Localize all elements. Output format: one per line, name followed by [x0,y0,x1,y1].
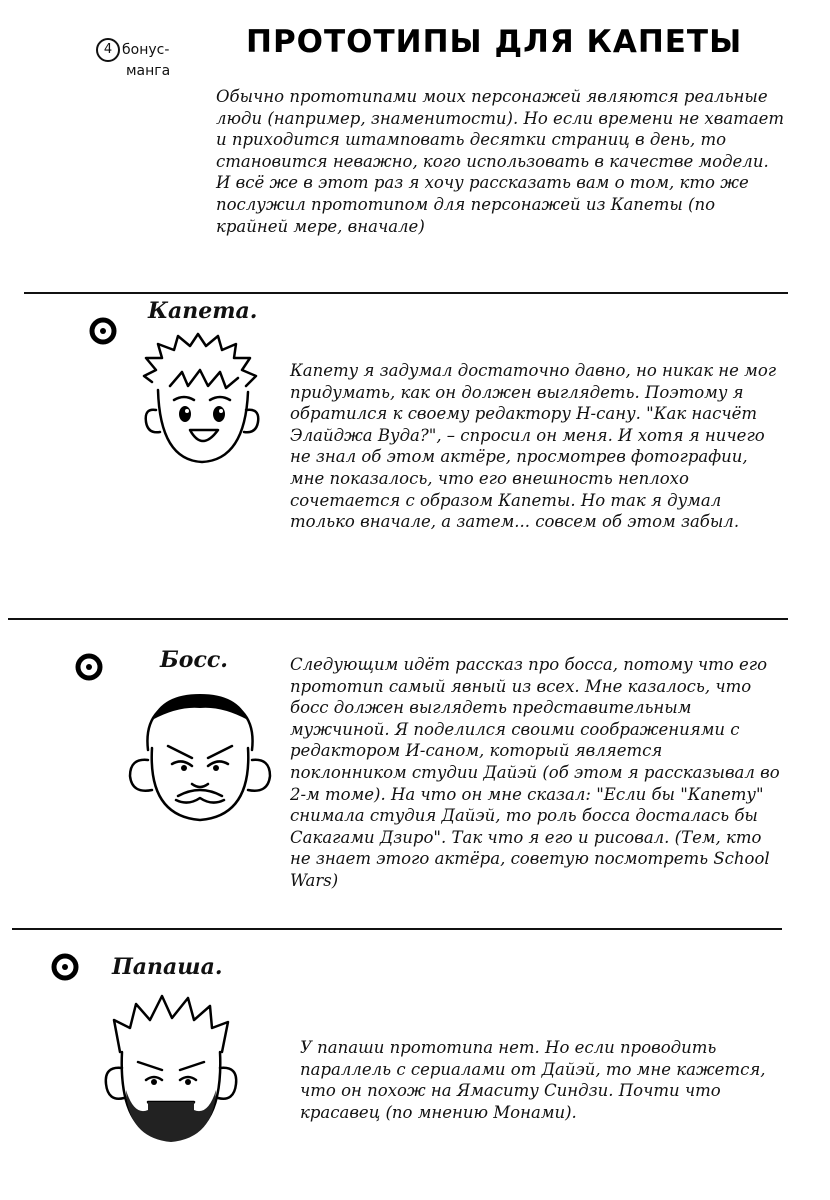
section-heading-papasha: Папаша. [112,954,223,980]
divider-2 [8,618,788,620]
papasha-face-icon [96,990,246,1150]
bullet-icon [74,652,104,682]
section-text-papasha: У папаши прототипа нет. Но если проводить параллель с сериалами от Дайэй, то мне кажется, что он похож на Ямаситу Синдзи. Почти что красавец (по мнению Монами). [300,1038,766,1122]
section-heading-boss: Босс. [160,647,228,673]
boss-face-icon [122,680,278,830]
intro-paragraph: Обычно прототипами моих персонажей являются реальные люди (например, знаменитости). Но если времени не хватает и приходится штамповать десятки страниц в день, то становится неважно, кого использовать в качестве модели. И всё же в этот раз я хочу рассказать вам о том, кто же послужил прототипом для персонажей из Капеты (по крайней мере, вначале) [216,87,785,236]
section-text-boss: Следующим идёт рассказ про босса, потому что его прототип самый явный из всех. Мне казалось, что босс должен выглядеть представительным мужчиной. Я поделился своими соображениями с редактором И-саном, который является поклонником студии Дайэй (об этом я рассказывал во 2-м томе). На что он мне сказал: "Если бы "Капету" снимала студия Дайэй, то роль босса досталась бы Сакагами Дзиро". Так что я его и рисовал. (Тем, кто не знает этого актёра, советую посмотреть School Wars) [290,655,780,890]
section-heading-kapeta: Капета. [148,298,258,324]
chapter-number: 4 [96,38,120,62]
page-title: ПРОТОТИПЫ ДЛЯ КАПЕТЫ [246,24,743,60]
kapeta-face-icon [130,330,270,470]
tag-line-2: манга [126,63,171,79]
bullet-icon [50,952,80,982]
divider-3 [12,928,782,930]
tag-line-1: бонус- [122,42,170,58]
section-text-kapeta: Капету я задумал достаточно давно, но никак не мог придумать, как он должен выглядеть. Поэтому я обратился к своему редактору Н-сану. "Как насчёт Элайджа Вуда?", – спросил он меня. И хотя я ничего не знал об этом актёре, просмотрев фотографии, мне показалось, что его внешность неплохо сочетается с образом Капеты. Но так я думал только вначале, а затем... совсем об этом забыл. [290,361,777,532]
divider-1 [24,292,788,294]
bonus-manga-tag [96,38,170,80]
bullet-icon [88,316,118,346]
